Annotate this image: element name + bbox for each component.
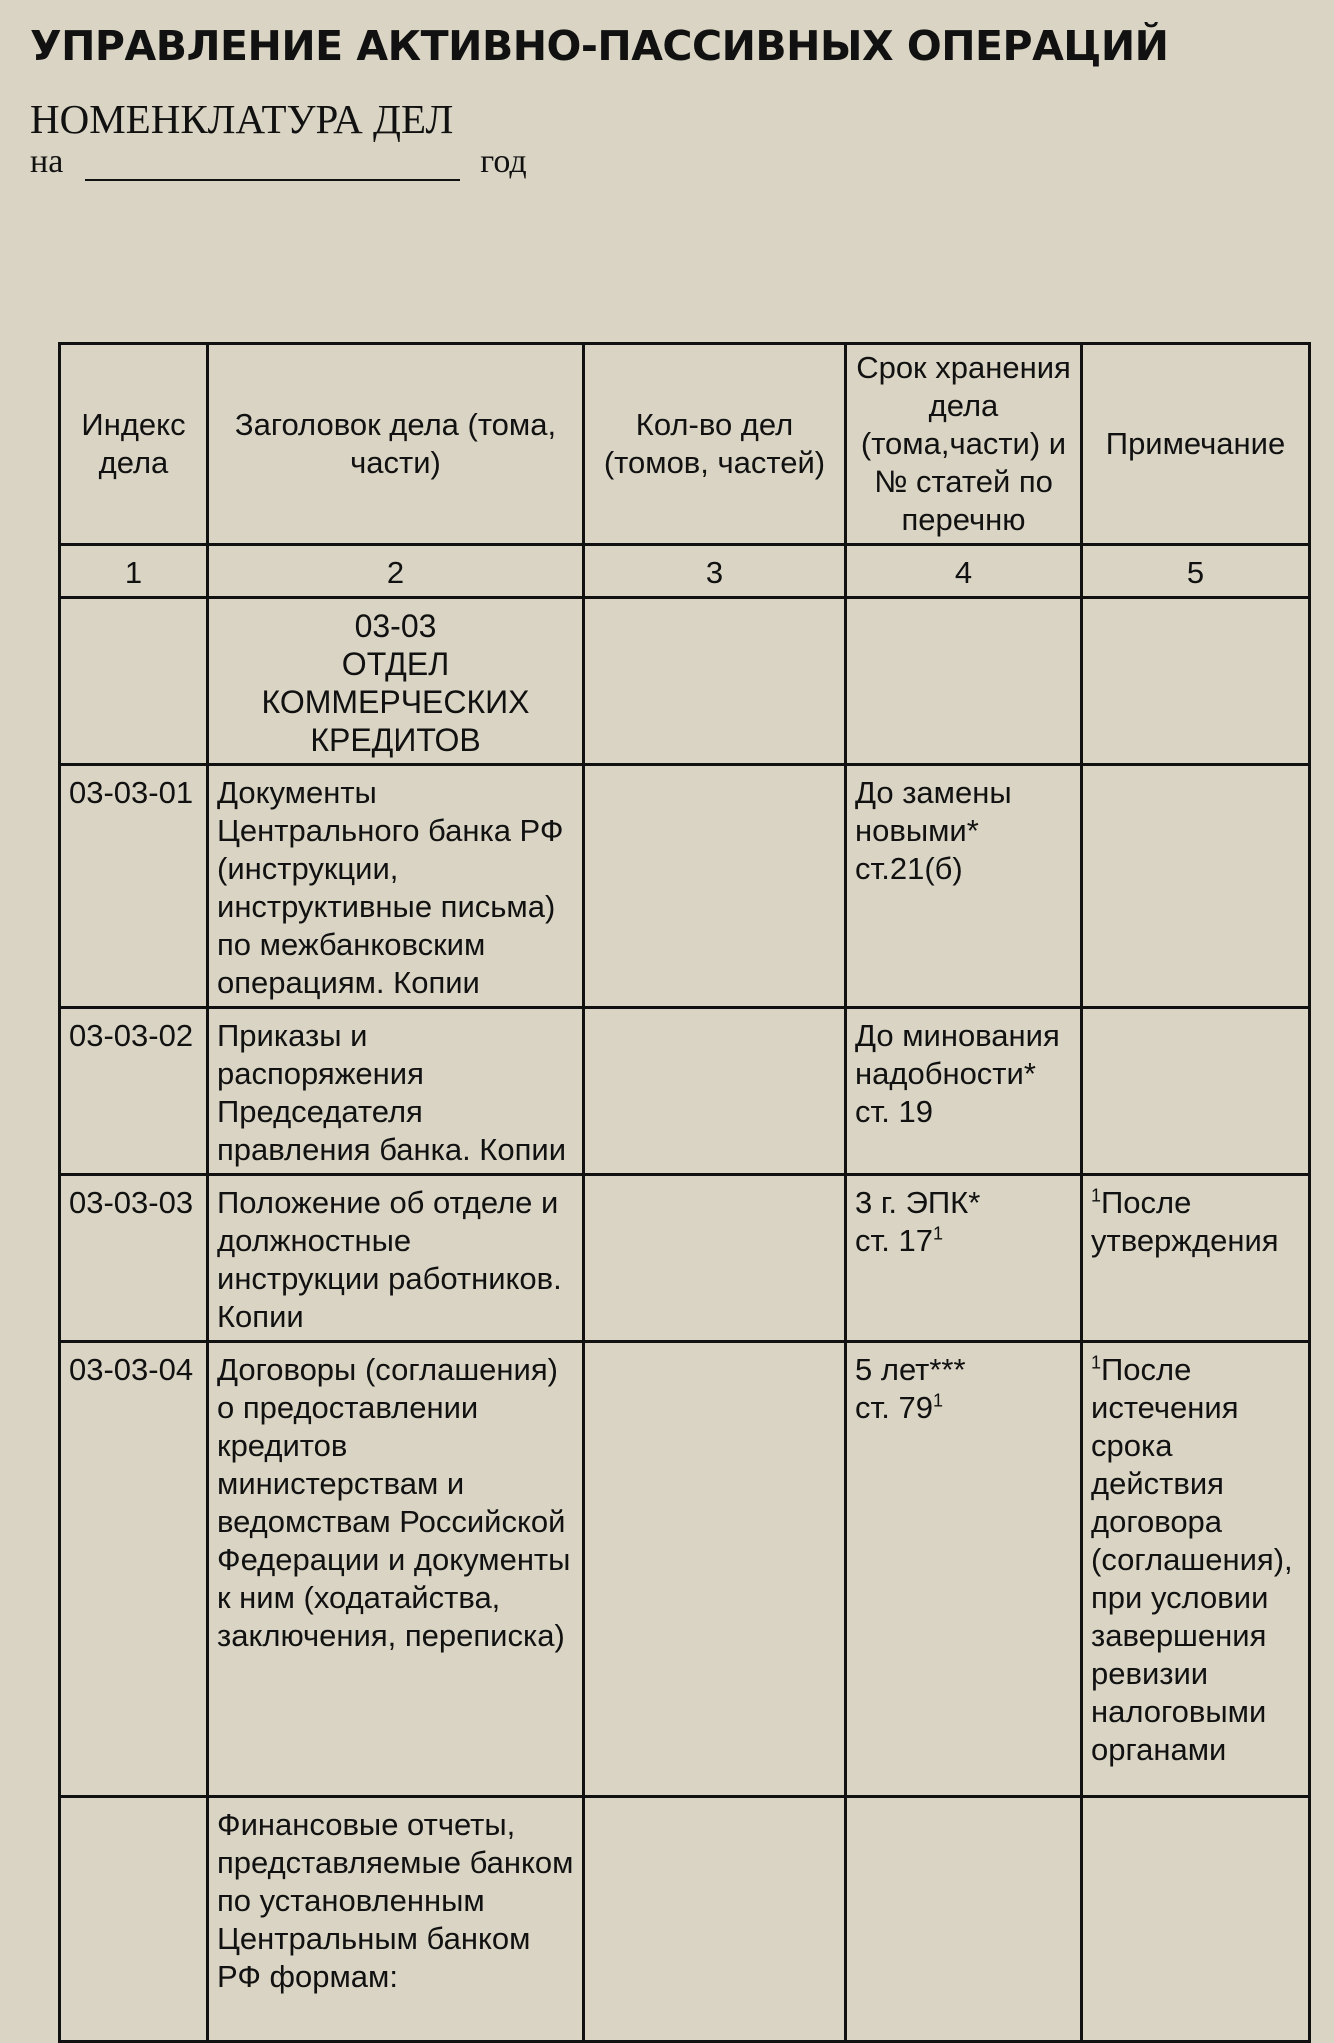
article-ref: ст.21(б) [855, 851, 963, 886]
period-suffix: год [480, 143, 527, 180]
table-row [60, 1175, 1310, 1342]
retention-term: 3 г. ЭПК* [855, 1185, 981, 1220]
footnote-mark: 1 [1091, 1352, 1102, 1373]
case-note [1082, 1008, 1310, 1175]
department-name: ОТДЕЛ КОММЕРЧЕСКИХ КРЕДИТОВ [261, 646, 530, 758]
case-index: 03-03-04 [60, 1342, 208, 1797]
col-number: 3 [584, 545, 846, 598]
col-header-title: Заголовок дела (тома, части) [208, 344, 584, 545]
case-title: Финансовые отчеты, представляемые банком по установленным Центральным банком РФ формам: [208, 1797, 584, 2042]
case-term-cell [846, 765, 1082, 1008]
table-header-row [60, 344, 1310, 545]
retention-term: До минования надобности* [855, 1018, 1060, 1091]
col-header-count: Кол-во дел (томов, частей) [584, 344, 846, 545]
case-term-cell [846, 1342, 1082, 1797]
article-ref [855, 1389, 1072, 1427]
case-count [584, 1008, 846, 1175]
table-cell [1082, 598, 1310, 765]
case-term-cell [846, 1175, 1082, 1342]
case-title: Договоры (соглашения) о предоставлении кредитов министерствам и ведомствам Российской Федерации и документы к ним (ходатайства, заключения, переписка) [208, 1342, 584, 1797]
period-line [30, 143, 527, 181]
col-header-index: Индекс дела [60, 344, 208, 545]
case-note [1082, 1342, 1310, 1797]
col-number: 5 [1082, 545, 1310, 598]
department-row [60, 598, 1310, 765]
case-title: Документы Центрального банка РФ (инструкции, инструктивные письма) по межбанковским операциям. Копии [208, 765, 584, 1008]
col-number: 1 [60, 545, 208, 598]
case-note [1082, 1797, 1310, 2042]
article-number: ст. 79 [855, 1390, 933, 1425]
section-header: УПРАВЛЕНИЕ АКТИВНО-ПАССИВНЫХ ОПЕРАЦИЙ [30, 22, 1169, 70]
case-index [60, 1797, 208, 2042]
nomenclature-table [58, 342, 1311, 2043]
case-term-cell [846, 1008, 1082, 1175]
case-note [1082, 765, 1310, 1008]
col-header-note: Примечание [1082, 344, 1310, 545]
article-number: ст. 17 [855, 1223, 933, 1258]
case-note [1082, 1175, 1310, 1342]
case-count [584, 1342, 846, 1797]
case-term-cell [846, 1797, 1082, 2042]
article-ref [855, 1222, 1072, 1260]
case-count [584, 1797, 846, 2042]
col-number: 2 [208, 545, 584, 598]
table-row [60, 1008, 1310, 1175]
article-ref: ст. 19 [855, 1094, 933, 1129]
col-number: 4 [846, 545, 1082, 598]
department-cell [208, 598, 584, 765]
footnote-mark: 1 [932, 1223, 943, 1244]
retention-term: 5 лет*** [855, 1352, 966, 1387]
document-title: НОМЕНКЛАТУРА ДЕЛ [30, 96, 454, 142]
case-count [584, 765, 846, 1008]
col-header-term: Срок хранения дела (тома,части) и № статей по перечню [846, 344, 1082, 545]
note-text: После истечения срока действия договора (соглашения), при условии завершения ревизии налоговыми органами [1091, 1352, 1293, 1767]
table-cell [60, 598, 208, 765]
footnote-mark: 1 [932, 1390, 943, 1411]
case-index: 03-03-02 [60, 1008, 208, 1175]
case-index: 03-03-03 [60, 1175, 208, 1342]
table-row [60, 1797, 1310, 2042]
retention-term: До замены новыми* [855, 775, 1012, 848]
department-code: 03-03 [354, 608, 437, 644]
column-number-row [60, 545, 1310, 598]
period-prefix: на [30, 143, 64, 180]
note-text: После утверждения [1091, 1185, 1279, 1258]
table-cell [584, 598, 846, 765]
case-title: Приказы и распоряжения Председателя правления банка. Копии [208, 1008, 584, 1175]
case-title: Положение об отделе и должностные инструкции работников. Копии [208, 1175, 584, 1342]
period-year-blank[interactable] [85, 147, 460, 181]
case-index: 03-03-01 [60, 765, 208, 1008]
table-row [60, 1342, 1310, 1797]
case-count [584, 1175, 846, 1342]
table-row [60, 765, 1310, 1008]
table-cell [846, 598, 1082, 765]
footnote-mark: 1 [1091, 1185, 1102, 1206]
